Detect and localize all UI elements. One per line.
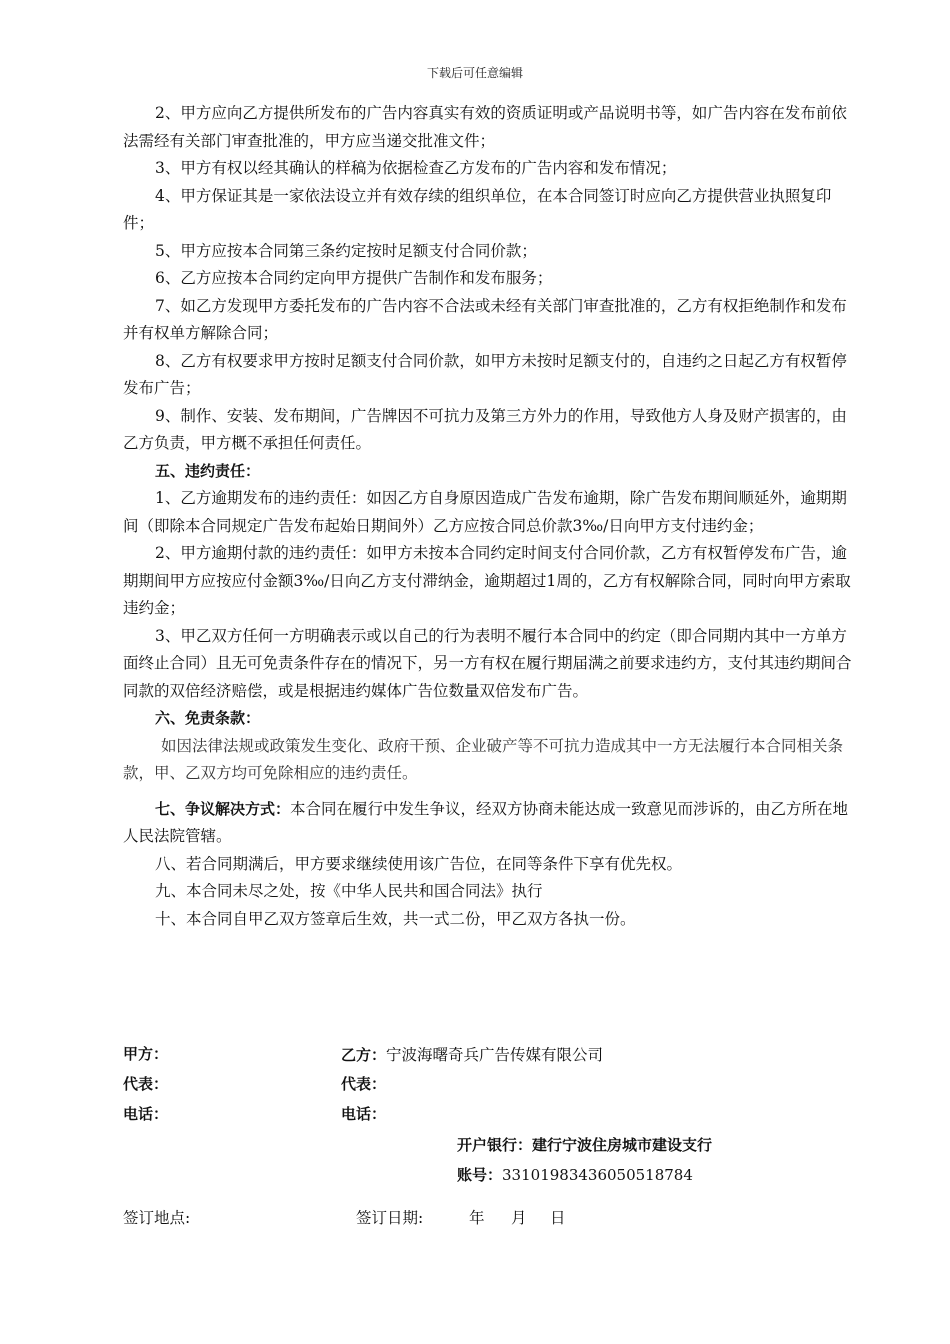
rep-row [123,1073,855,1103]
bank-line [457,1134,712,1155]
party-a-label: 甲方： [123,1045,169,1063]
account-number: 33101983436050518784 [502,1166,693,1184]
section6-text: 如因法律法规或政策发生变化、政府干预、企业破产等不可抗力造成其中一方无法履行本合同相关条款，甲、乙双方均可免除相应的违约责任。 [123,736,844,782]
clause-5: 5、甲方应按本合同第三条约定按时足额支付合同价款； [155,241,537,260]
party-b-name: 宁波海曙奇兵广告传媒有限公司 [386,1046,604,1064]
section8: 八、若合同期满后，甲方要求继续使用该广告位，在同等条件下享有优先权。 [155,854,683,873]
day-label: 日 [550,1209,566,1227]
party-a-rep-label: 代表： [123,1075,169,1093]
contract-body [123,100,855,933]
clause-3: 3、甲方有权以经其确认的样稿为依据检查乙方发布的广告内容和发布情况； [155,159,677,177]
clause-7: 7、如乙方发现甲方委托发布的广告内容不合法或未经有关部门审查批准的，乙方有权拒绝制作和发布并有权单方解除合同； [123,296,847,342]
section7 [123,796,855,851]
clause-4: 4、甲方保证其是一家依法设立并有效存续的组织单位，在本合同签订时应向乙方提供营业执照复印件； [123,186,832,232]
header-note: 下载后可任意编辑 [426,66,523,80]
section7-text: 本合同在履行中发生争议，经双方协商未能达成一致意见而涉诉的，由乙方所在地人民法院管辖。 [123,799,849,845]
section5-item-2: 2、甲方逾期付款的违约责任：如甲方未按本合同约定时间支付合同价款，乙方有权暂停发布广告，逾期期间甲方应按应付金额3‰/日向乙方支付滞纳金，逾期超过1周的，乙方有权解除合同，同时向甲方索取违约金； [123,544,851,617]
account-label: 账号： [457,1166,503,1184]
party-b-rep-label: 代表： [341,1075,387,1093]
clause-6: 6、乙方应按本合同约定向甲方提供广告制作和发布服务； [155,269,553,287]
section5-item-3: 3、甲乙双方任何一方明确表示或以自己的行为表明不履行本合同中的约定（即合同期内其中一方单方面终止合同）且无可免责条件存在的情况下，另一方有权在履行期届满之前要求违约方，支付其违约期间合同款的双倍经济赔偿，或是根据违约媒体广告位数量双倍发布广告。 [123,626,852,700]
signature-block [123,1043,855,1133]
sign-place-label: 签订地点: [123,1209,191,1227]
clause-2: 2、甲方应向乙方提供所发布的广告内容真实有效的资质证明或产品说明书等，如广告内容在发布前依法需经有关部门审查批准的，甲方应当递交批准文件； [123,104,847,150]
party-b-phone-label: 电话： [341,1105,387,1123]
party-a-phone-label: 电话： [123,1105,169,1123]
section6-heading: 六、免责条款： [155,709,261,727]
bank-label: 开户银行： [457,1136,533,1154]
account-line [457,1164,693,1185]
bank-name: 建行宁波住房城市建设支行 [532,1136,713,1154]
phone-row [123,1103,855,1133]
section10: 十、本合同自甲乙双方签章后生效，共一式二份，甲乙双方各执一份。 [155,909,636,928]
month-label: 月 [511,1209,527,1227]
sign-date-label: 签订日期: [356,1209,424,1227]
section5-item-1: 1、乙方逾期发布的违约责任：如因乙方自身原因造成广告发布逾期，除广告发布期间顺延外，逾期期间（即除本合同规定广告发布起始日期间外）乙方应按合同总价款3‰/日向甲方支付违约金； [123,489,847,535]
clause-9: 9、制作、安装、发布期间，广告牌因不可抗力及第三方外力的作用，导致他方人身及财产损害的，由乙方负责，甲方概不承担任何责任。 [123,406,847,452]
party-row [123,1043,855,1073]
section5-heading: 五、违约责任： [155,461,261,480]
section7-heading: 七、争议解决方式： [155,799,291,818]
party-b-label: 乙方： [341,1046,387,1064]
year-label: 年 [469,1209,485,1227]
section9: 九、本合同未尽之处，按《中华人民共和国合同法》执行 [155,882,543,900]
party-b [341,1043,603,1065]
clause-8: 8、乙方有权要求甲方按时足额支付合同价款，如甲方未按时足额支付的，自违约之日起乙方有权暂停发布广告； [123,351,847,397]
